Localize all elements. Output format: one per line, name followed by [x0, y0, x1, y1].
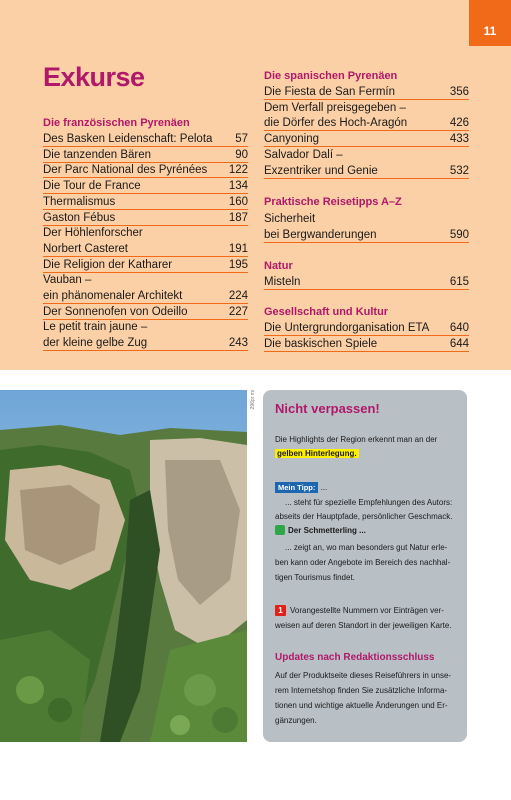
toc-entry — [264, 116, 469, 131]
toc-entry-page: 356 — [449, 86, 469, 98]
toc-entry — [43, 242, 248, 257]
toc-entry-title: Le petit train jaune – — [43, 321, 148, 334]
updates-heading: Updates nach Redaktionsschluss — [275, 652, 435, 663]
toc-entry-title: Die tanzenden Bären — [43, 148, 152, 161]
toc-entry — [43, 320, 248, 334]
toc-entry — [43, 273, 248, 287]
toc-entry-page: 227 — [228, 305, 248, 318]
toc-entry — [43, 132, 248, 147]
tip-badge: Mein Tipp: — [275, 482, 318, 493]
toc-entry-title: Gaston Fébus — [43, 211, 116, 224]
highlight-sample: gelben Hinterlegung. — [277, 449, 357, 458]
toc-entry-title: Vauban – — [43, 274, 92, 287]
updates-line-4: gänzungen. — [275, 716, 317, 725]
toc-entry — [43, 211, 248, 226]
toc-entry-page: 122 — [228, 164, 248, 177]
toc-entry — [264, 101, 469, 115]
toc-entry — [43, 258, 248, 273]
toc-entry-title: Die Tour de France — [43, 180, 141, 193]
toc-entry — [43, 289, 248, 304]
toc-entry-page: 195 — [228, 258, 248, 271]
photo-credit: 296pr mi — [250, 390, 256, 410]
info-heading: Nicht verpassen! — [275, 401, 380, 416]
toc-entry — [43, 195, 248, 210]
updates-line-2: rem Internetshop finden Sie zusätzliche Informa- — [275, 686, 448, 695]
info-box — [263, 390, 467, 742]
toc-entry-title: Des Basken Leidenschaft: Pelota — [43, 133, 213, 145]
toc-entry — [43, 148, 248, 163]
number-line-1: Vorangestellte Nummern vor Einträgen ver- — [290, 606, 444, 615]
toc-entry — [264, 148, 469, 162]
toc-entry-page: 615 — [449, 276, 469, 288]
toc-entry — [264, 164, 469, 179]
toc-entry — [264, 337, 469, 352]
toc-entry-page: 640 — [449, 322, 469, 334]
toc-entry-page: 191 — [228, 242, 248, 255]
toc-entry-title: Misteln — [264, 276, 301, 288]
page-title: Exkurse — [43, 62, 145, 92]
toc-entry-title: Der Sonnenofen von Odeillo — [43, 305, 188, 318]
tip-line-2: abseits der Hauptpfade, persönlicher Geschmack. — [275, 512, 453, 521]
toc-entry-page: 160 — [228, 195, 248, 208]
toc-entry — [43, 163, 248, 178]
toc-entry-page: 224 — [228, 290, 248, 302]
tip-line-1: ... steht für spezielle Empfehlungen des Autors: — [285, 498, 453, 507]
tip-suffix: ... — [318, 483, 328, 492]
toc-entry-page: 644 — [449, 337, 469, 350]
page-number-tab — [469, 0, 511, 46]
butterfly-icon — [275, 525, 285, 535]
number-badge: 1 — [275, 605, 286, 616]
toc-entry-title: ein phänomenaler Architekt — [43, 290, 183, 302]
toc-entry-title: die Dörfer des Hoch-Aragón — [264, 117, 408, 130]
toc-entry — [264, 228, 469, 243]
toc-entry — [43, 179, 248, 194]
toc-entry-title: Die baskischen Spiele — [264, 337, 378, 350]
toc-entry-title: Salvador Dalí – — [264, 148, 343, 161]
toc-entry-title: Norbert Casteret — [43, 242, 129, 255]
section-heading-gesellschaft: Gesellschaft und Kultur — [264, 306, 389, 318]
info-text-line: Die Highlights der Region erkennt man an der — [275, 435, 438, 444]
toc-entry — [264, 85, 469, 100]
toc-entry-page: 57 — [235, 133, 248, 145]
toc-entry-title: Die Religion der Katharer — [43, 258, 173, 271]
toc-entry-title: Dem Verfall preisgegeben – — [264, 101, 406, 114]
butterfly-label: Der Schmetterling ... — [288, 526, 366, 535]
toc-entry-title: Canyoning — [264, 133, 319, 146]
toc-entry-title: Der Parc National des Pyrénées — [43, 164, 208, 177]
toc-entry — [43, 226, 248, 240]
toc-entry-title: Sicherheit — [264, 213, 316, 225]
butterfly-line-3: tigen Tourismus findet. — [275, 573, 355, 582]
updates-line-1: Auf der Produktseite dieses Reiseführers in unse- — [275, 671, 452, 680]
toc-entry-page: 532 — [449, 164, 469, 177]
toc-entry-title: bei Bergwanderungen — [264, 228, 377, 241]
toc-entry-page: 426 — [449, 117, 469, 130]
butterfly-line-2: ben kann oder Angebote im Bereich des nachhal- — [275, 558, 451, 567]
section-heading-spanish-pyrenees: Die spanischen Pyrenäen — [264, 70, 398, 82]
toc-entry — [264, 132, 469, 147]
toc-entry-title: Exzentriker und Genie — [264, 164, 378, 177]
toc-entry-title: Die Untergrundorganisation ETA — [264, 322, 430, 334]
toc-entry-page: 590 — [449, 228, 469, 241]
toc-entry-page: 187 — [228, 211, 248, 224]
butterfly-line-1: ... zeigt an, wo man besonders gut Natur erle- — [285, 543, 448, 552]
section-heading-natur: Natur — [264, 260, 293, 272]
toc-entry — [264, 212, 469, 226]
toc-entry — [264, 321, 469, 336]
toc-entry-title: der kleine gelbe Zug — [43, 337, 148, 350]
toc-entry-page: 134 — [228, 180, 248, 193]
number-line-2: weisen auf deren Standort in der jeweiligen Karte. — [275, 621, 452, 630]
toc-entry-title: Thermalismus — [43, 195, 116, 208]
toc-entry — [264, 275, 469, 290]
section-heading-reisetipps: Praktische Reisetipps A–Z — [264, 196, 402, 208]
toc-entry-page: 433 — [449, 133, 469, 146]
toc-entry-page: 90 — [235, 148, 248, 161]
toc-entry — [43, 336, 248, 351]
toc-entry — [43, 305, 248, 320]
updates-line-3: tionen und wichtige aktuelle Änderungen und Er- — [275, 701, 448, 710]
page-number: 11 — [483, 24, 497, 38]
section-heading-french-pyrenees: Die französischen Pyrenäen — [43, 117, 190, 129]
toc-entry-page: 243 — [228, 337, 248, 350]
toc-entry-title: Der Höhlenforscher — [43, 227, 143, 240]
toc-entry-title: Die Fiesta de San Fermín — [264, 86, 396, 98]
canyon-photo — [0, 390, 247, 742]
